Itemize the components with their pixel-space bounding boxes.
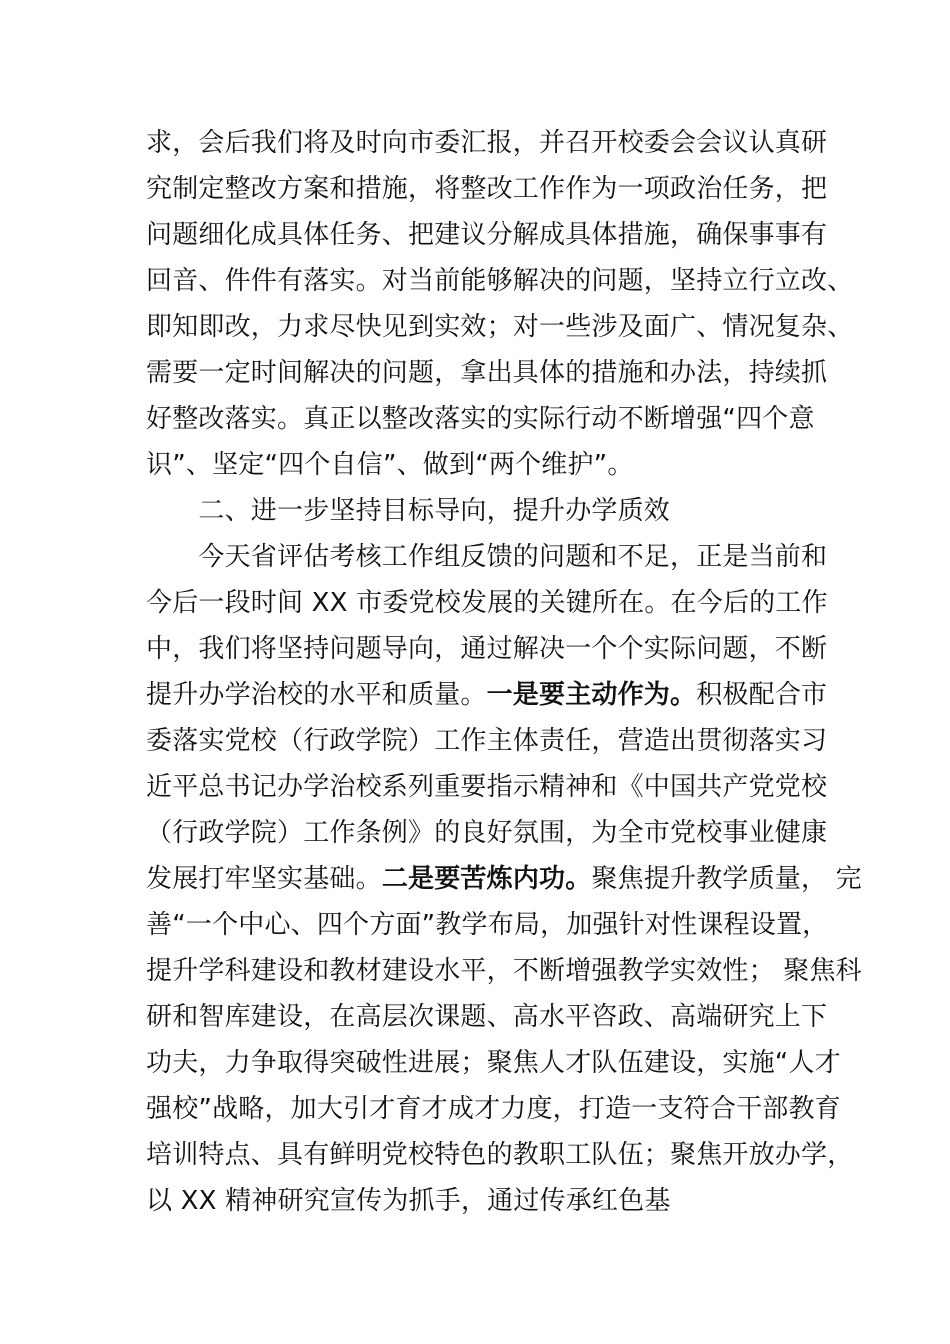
text-segment: 回音、件件有落实。对当前能够解决的问题，坚持立行立改、 — [146, 266, 854, 296]
text-line — [146, 1132, 854, 1178]
text-segment: 善“一个中心、四个方面”教学布局，加强针对性课程设置， — [146, 910, 829, 940]
text-line — [146, 304, 854, 350]
text-line — [146, 534, 826, 580]
text-line — [146, 396, 826, 442]
text-segment: 研和智库建设，在高层次课题、高水平咨政、高端研究上下 — [146, 1002, 828, 1032]
text-line — [146, 488, 826, 534]
text-line — [146, 258, 854, 304]
text-segment: 积极配合市 — [696, 680, 828, 710]
text-line — [146, 764, 826, 810]
text-segment: 委落实党校（行政学院）工作主体责任，营造出贯彻落实习 — [146, 726, 828, 756]
text-segment: 中，我们将坚持问题导向，通过解决一个个实际问题，不断 — [146, 634, 828, 664]
text-segment: 识”、坚定“四个自信”、做到“两个维护”。 — [146, 450, 634, 480]
text-segment: 即知即改，力求尽快见到实效；对一些涉及面广、情况复杂、 — [146, 312, 854, 342]
text-line — [146, 948, 862, 994]
text-line — [146, 120, 826, 166]
text-segment: 聚焦提升教学质量， 完 — [591, 864, 862, 894]
text-segment: 今天省评估考核工作组反馈的问题和不足，正是当前和 — [146, 542, 828, 572]
text-line — [146, 350, 826, 396]
text-line — [146, 1086, 841, 1132]
text-segment: （行政学院）工作条例》的良好氛围，为全市党校事业健康 — [146, 818, 828, 848]
text-line — [146, 1178, 826, 1224]
text-line — [146, 810, 826, 856]
text-segment: 以 XX 精神研究宣传为抓手，通过传承红色基 — [146, 1186, 671, 1216]
text-segment: 发展打牢坚实基础。 — [146, 864, 382, 894]
text-segment: 近平总书记办学治校系列重要指示精神和《中国共产党党校 — [146, 772, 828, 802]
text-segment: 提升办学治校的水平和质量。 — [146, 680, 487, 710]
text-line — [146, 442, 826, 488]
text-line — [146, 672, 826, 718]
text-line — [146, 626, 826, 672]
text-line — [146, 580, 826, 626]
text-segment: 功夫，力争取得突破性进展；聚焦人才队伍建设，实施“人才 — [146, 1048, 841, 1078]
text-line — [146, 166, 826, 212]
text-segment: 提升学科建设和教材建设水平，不断增强教学实效性； 聚焦科 — [146, 956, 862, 986]
text-line — [146, 856, 862, 902]
text-line — [146, 718, 826, 764]
text-line — [146, 994, 826, 1040]
text-segment: 好整改落实。真正以整改落实的实际行动不断增强“四个意 — [146, 404, 815, 434]
text-line — [146, 212, 826, 258]
text-line — [146, 1040, 841, 1086]
text-line — [146, 902, 829, 948]
text-segment: 求，会后我们将及时向市委汇报，并召开校委会会议认真研 — [146, 128, 828, 158]
text-segment: 强校”战略，加大引才育才成才力度，打造一支符合干部教育 — [146, 1094, 841, 1124]
text-segment: 需要一定时间解决的问题，拿出具体的措施和办法，持续抓 — [146, 358, 828, 388]
text-segment: 问题细化成具体任务、把建议分解成具体措施，确保事事有 — [146, 220, 828, 250]
text-segment: 培训特点、具有鲜明党校特色的教职工队伍；聚焦开放办学， — [146, 1140, 854, 1170]
text-segment: 究制定整改方案和措施，将整改工作作为一项政治任务，把 — [146, 174, 828, 204]
text-segment: 今后一段时间 XX 市委党校发展的关键所在。在今后的工作 — [146, 588, 828, 618]
bold-phrase: 一是要主动作为。 — [486, 680, 697, 710]
bold-phrase: 二是要苦炼内功。 — [381, 864, 592, 894]
text-segment: 二、进一步坚持目标导向，提升办学质效 — [146, 496, 671, 526]
